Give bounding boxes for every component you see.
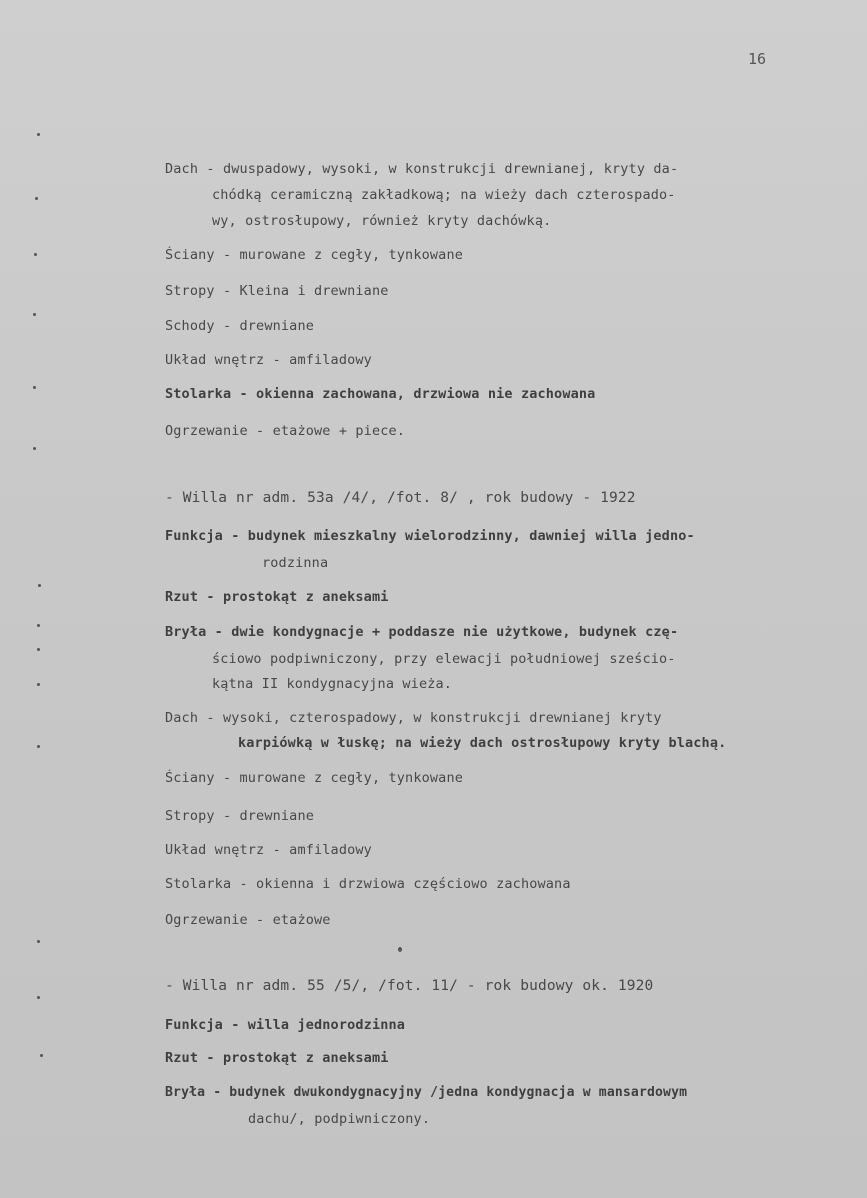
- margin-speck: [33, 386, 36, 389]
- stropy-line: Stropy - Kleina i drewniane: [165, 283, 389, 299]
- rzut-line: Rzut - prostokąt z aneksami: [165, 589, 389, 605]
- bryla-line-2: ściowo podpiwniczony, przy elewacji południowej sześcio-: [212, 651, 676, 667]
- margin-speck: [37, 683, 40, 686]
- uklad-line: Układ wnętrz - amfiladowy: [165, 352, 372, 368]
- margin-speck: [37, 745, 40, 748]
- funkcja-line-1: Funkcja - budynek mieszkalny wielorodzinny, dawniej willa jedno-: [165, 528, 695, 544]
- uklad-53a-line: Układ wnętrz - amfiladowy: [165, 842, 372, 858]
- sciany-53a-line: Ściany - murowane z cegły, tynkowane: [165, 770, 463, 786]
- margin-speck: [34, 253, 37, 256]
- margin-speck: [33, 447, 36, 450]
- funkcja-line-2: rodzinna: [262, 555, 329, 571]
- margin-speck: [37, 648, 40, 651]
- margin-speck: [40, 1054, 43, 1057]
- bryla-55-line-2: dachu/, podpiwniczony.: [248, 1111, 431, 1127]
- rzut-55-line: Rzut - prostokąt z aneksami: [165, 1050, 389, 1066]
- funkcja-55-line: Funkcja - willa jednorodzinna: [165, 1017, 406, 1033]
- bryla-line-3: kątna II kondygnacyjna wieża.: [212, 676, 453, 692]
- dach-line-2: chódką ceramiczną zakładkową; na wieży dach czterospado-: [212, 187, 676, 203]
- margin-speck: [35, 197, 38, 200]
- willa-53a-heading: - Willa nr adm. 53a /4/, /fot. 8/ , rok budowy - 1922: [165, 490, 636, 506]
- margin-speck: [37, 624, 40, 627]
- margin-speck: [398, 947, 402, 952]
- dach-53a-line-2: karpiówką w łuskę; na wieży dach ostrosłupowy kryty blachą.: [238, 735, 727, 751]
- sciany-line: Ściany - murowane z cegły, tynkowane: [165, 247, 463, 263]
- margin-speck: [33, 313, 36, 316]
- margin-speck: [37, 133, 40, 136]
- dach-line-3: wy, ostrosłupowy, również kryty dachówką.: [212, 213, 552, 229]
- page-number: 16: [748, 50, 767, 68]
- dach-53a-line-1: Dach - wysoki, czterospadowy, w konstrukcji drewnianej kryty: [165, 710, 662, 726]
- schody-line: Schody - drewniane: [165, 318, 314, 334]
- willa-55-heading: - Willa nr adm. 55 /5/, /fot. 11/ - rok budowy ok. 1920: [165, 978, 654, 994]
- bryla-line-1: Bryła - dwie kondygnacje + poddasze nie użytkowe, budynek czę-: [165, 624, 679, 640]
- stolarka-line: Stolarka - okienna zachowana, drzwiowa nie zachowana: [165, 386, 596, 402]
- ogrzewanie-line: Ogrzewanie - etażowe + piece.: [165, 423, 406, 439]
- stolarka-53a-line: Stolarka - okienna i drzwiowa częściowo zachowana: [165, 876, 571, 892]
- margin-speck: [37, 996, 40, 999]
- margin-speck: [37, 940, 40, 943]
- dach-line-1: Dach - dwuspadowy, wysoki, w konstrukcji drewnianej, kryty da-: [165, 161, 679, 177]
- stropy-53a-line: Stropy - drewniane: [165, 808, 314, 824]
- margin-speck: [38, 584, 41, 587]
- bryla-55-line-1: Bryła - budynek dwukondygnacyjny /jedna kondygnacja w mansardowym: [165, 1085, 688, 1100]
- ogrzewanie-53a-line: Ogrzewanie - etażowe: [165, 912, 331, 928]
